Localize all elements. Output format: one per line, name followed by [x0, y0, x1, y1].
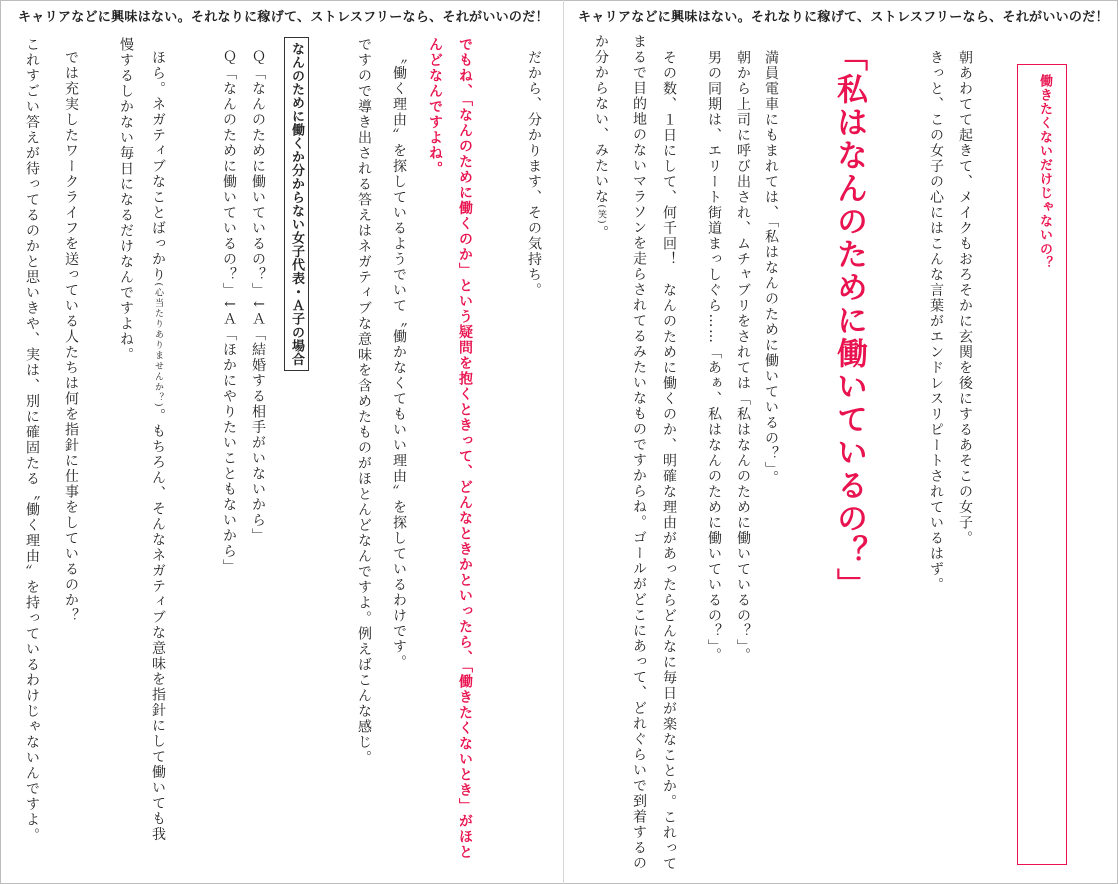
emphasis-line-2: んどなんですよね。 [427, 37, 443, 177]
body-line-4: その数、１日にして、何千回！ なんのために働くのか、明確な理由があったらどんなに毎日が楽なことか。これって [661, 50, 677, 872]
closing-line-1: では充実したワークライフを送っている人たちは何を指針に仕事をしているのか？ [63, 50, 79, 624]
laugh-mark: (笑) [596, 204, 606, 226]
body-line-2: 朝から上司に呼び出され、ムチャブリをされては「私はなんのために働いているの？」。 [735, 50, 751, 663]
emphasis-line-1: でもね、「なんのために働くのか」という疑問を抱くときって、どんなときかといったら、「働きたくないとき」がほと [457, 37, 473, 860]
negative-aside: (心当たりありませんか？) [153, 282, 163, 409]
chapter-title: 「私はなんのために働いているの？」 [831, 40, 867, 601]
negative-line-2: 慢するしかない毎日になるだけなんですよね。 [118, 37, 134, 363]
body-line-6-period: 。 [593, 225, 609, 241]
paragraph-line-1: 〝働く理由〟を探しているようでいて〝働かなくてもいい理由〟を探しているわけです。 [391, 50, 407, 670]
negative-line-1-rest: 。もちろん、そんなネガティブな意味を指針にして働いても我 [150, 408, 166, 843]
body-line-6 [594, 34, 608, 241]
closing-line-2: これすごい答えが待ってるのかと思いきや、実は、別に確固たる〝働く理由〟を持っているわけじゃないんですよ。 [24, 37, 40, 843]
agree-line: だから、分かります、その気持ち。 [526, 50, 542, 298]
page-gutter [563, 0, 564, 884]
paragraph-line-2: ですので導き出される答えはネガティブな意味を含めたものがほとんどなんですよ。例えばこんな感じ。 [356, 37, 372, 766]
negative-line-1 [151, 50, 165, 842]
sidebar-label: 働きたくないだけじゃないの？ [1037, 74, 1052, 270]
qa-line-1: Ｑ「なんのために働いているの？」↓Ａ「結婚する相手がいないから」 [250, 50, 266, 544]
intro-line-1: 朝あわてて起きて、メイクもおろそかに玄関を後にするあそこの女子。 [957, 50, 973, 546]
body-line-5: まるで目的地のないマラソンを走らされてるみたいなものですからね。ゴールがどこにあって、どれぐらいで到着するの [631, 34, 647, 871]
negative-line-1-text: ほら。ネガティブなことばっかり [150, 50, 166, 283]
intro-line-2: きっと、この女子の心にはこんな言葉がエンドレスリピートされているはず。 [928, 50, 944, 593]
body-line-6-text: か分からない、みたいな [593, 34, 609, 205]
body-line-3: 男の同期は、エリート街道まっしぐら……「あぁ、私はなんのために働いているの？」。 [706, 50, 722, 663]
running-header-right: キャリアなどに興味はない。それなりに稼げて、ストレスフリーなら、それがいいのだ！ [578, 10, 1109, 25]
case-heading: なんのために働くか分からない女子代表・Ａ子の場合 [284, 37, 309, 371]
body-line-1: 満員電車にもまれては、「私はなんのために働いているの？」。 [763, 50, 779, 486]
running-header-left: キャリアなどに興味はない。それなりに稼げて、ストレスフリーなら、それがいいのだ！ [18, 10, 549, 25]
qa-line-2: Ｑ「なんのために働いているの？」↓Ａ「ほかにやりたいこともないから」 [221, 50, 237, 575]
